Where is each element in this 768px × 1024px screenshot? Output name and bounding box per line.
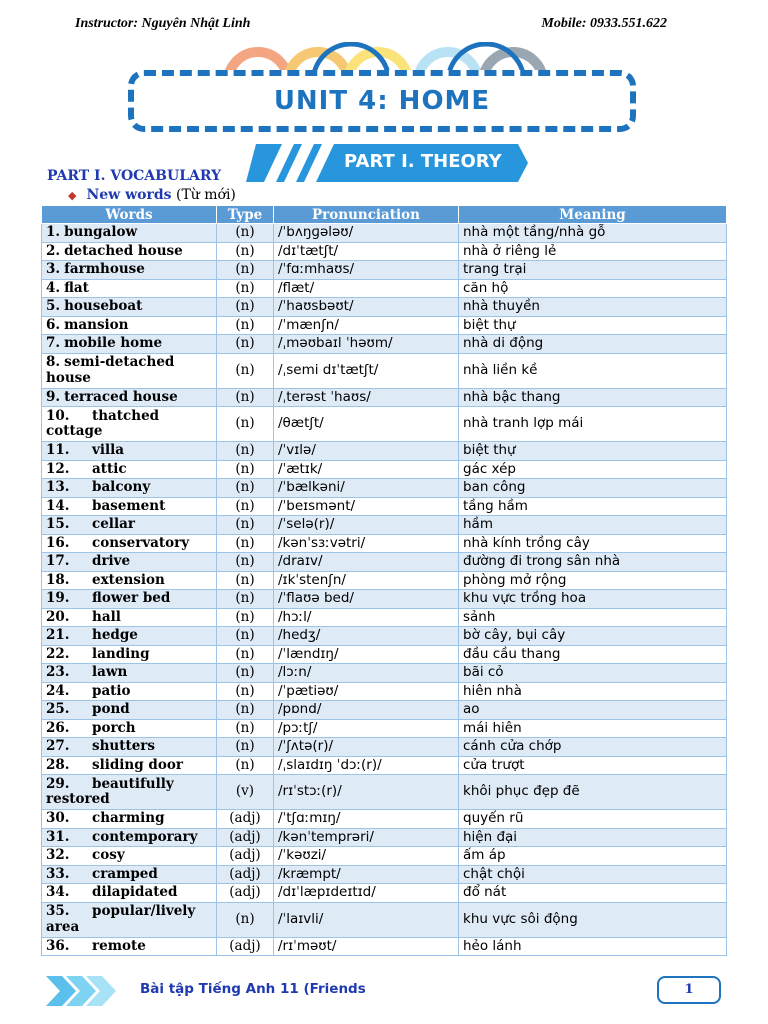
word-cell [42,353,217,388]
word-cell [42,645,217,664]
type-cell: (n) [217,460,274,479]
meaning-cell: đầu cầu thang [459,645,727,664]
word-cell [42,497,217,516]
word-text: mobile home [64,335,163,351]
unit-banner [128,70,636,132]
word-number: 5. [46,298,61,314]
meaning-cell: nhà kính trồng cây [459,534,727,553]
word-cell [42,534,217,553]
pronunciation-cell: /ˈlaɪvli/ [274,902,459,937]
header-pronunciation: Pronunciation [274,206,459,224]
pronunciation-cell: /ˈtʃɑːmɪŋ/ [274,810,459,829]
meaning-cell: gác xép [459,460,727,479]
word-number: 1. [46,224,61,240]
word-text: farmhouse [64,261,145,277]
type-cell: (n) [217,279,274,298]
pronunciation-cell: /kənˈtemprəri/ [274,828,459,847]
meaning-cell: mái hiên [459,719,727,738]
type-cell: (n) [217,316,274,335]
word-cell [42,388,217,407]
type-cell: (n) [217,902,274,937]
word-text: drive [92,553,131,569]
word-text: bungalow [64,224,138,240]
word-text: dilapidated [92,884,178,900]
word-cell [42,738,217,757]
meaning-cell: cánh cửa chớp [459,738,727,757]
word-cell [42,719,217,738]
meaning-cell: ao [459,701,727,720]
meaning-cell: hẻo lánh [459,937,727,956]
word-text: conservatory [92,534,190,551]
type-cell: (n) [217,534,274,553]
pronunciation-cell: /hɔːl/ [274,608,459,627]
new-words-heading [68,187,236,203]
table-row [42,261,727,280]
table-header-row [42,206,727,224]
word-cell [42,756,217,775]
word-text: sliding door [92,756,183,773]
table-row [42,645,727,664]
type-cell: (adj) [217,847,274,866]
pronunciation-cell: /flæt/ [274,279,459,298]
word-number: 31. [46,828,70,845]
word-number: 17. [46,553,70,569]
meaning-cell: khu vực trồng hoa [459,590,727,609]
table-row [42,316,727,335]
type-cell: (n) [217,701,274,720]
table-row [42,516,727,535]
table-row [42,664,727,683]
word-cell [42,242,217,261]
word-text: basement [92,497,166,514]
table-row [42,608,727,627]
word-text: beautifully restored [46,775,174,807]
word-number: 23. [46,664,70,680]
word-number: 13. [46,479,70,495]
meaning-cell: nhà tranh lợp mái [459,407,727,442]
word-number: 15. [46,516,70,532]
meaning-cell: nhà thuyền [459,298,727,317]
pronunciation-cell: /ˈfɑːmhaʊs/ [274,261,459,280]
meaning-cell: đường đi trong sân nhà [459,553,727,572]
type-cell: (n) [217,335,274,354]
word-cell [42,261,217,280]
table-row [42,701,727,720]
meaning-cell: hiên nhà [459,682,727,701]
word-number: 7. [46,335,61,351]
type-cell: (n) [217,590,274,609]
word-text: pond [92,701,130,717]
footer-title: Bài tập Tiếng Anh 11 (Friends [140,981,366,997]
meaning-cell: cửa trượt [459,756,727,775]
table-row [42,479,727,498]
word-cell [42,298,217,317]
word-number: 27. [46,738,70,754]
meaning-cell: phòng mở rộng [459,571,727,590]
type-cell: (n) [217,242,274,261]
pronunciation-cell: /ˈhaʊsbəʊt/ [274,298,459,317]
table-row [42,756,727,775]
pronunciation-cell: /pɒnd/ [274,701,459,720]
word-number: 24. [46,682,70,699]
word-number: 2. [46,242,61,259]
table-row [42,335,727,354]
word-text: hall [92,608,121,625]
meaning-cell: khôi phục đẹp đẽ [459,775,727,810]
pronunciation-cell: /draɪv/ [274,553,459,572]
meaning-cell: ban công [459,479,727,498]
word-cell [42,335,217,354]
meaning-cell: quyến rũ [459,810,727,829]
pronunciation-cell: /ˈbælkəni/ [274,479,459,498]
pronunciation-cell: /ˈvɪlə/ [274,442,459,461]
word-text: balcony [92,479,151,495]
type-cell: (n) [217,442,274,461]
pronunciation-cell: /rɪˈstɔː(r)/ [274,775,459,810]
word-number: 8. [46,354,61,370]
word-cell [42,828,217,847]
pronunciation-cell: /ˈætɪk/ [274,460,459,479]
word-number: 28. [46,756,70,773]
meaning-cell: đổ nát [459,884,727,903]
word-cell [42,224,217,243]
word-number: 33. [46,865,70,882]
word-text: villa [92,442,124,458]
meaning-cell: căn hộ [459,279,727,298]
word-cell [42,571,217,590]
mobile-label: Mobile: 0933.551.622 [541,16,667,31]
meaning-cell: trang trại [459,261,727,280]
word-number: 34. [46,884,70,900]
word-text: terraced house [64,388,178,405]
pronunciation-cell: /kənˈsɜːvətri/ [274,534,459,553]
word-text: thatched cottage [46,407,160,439]
meaning-cell: chật chội [459,865,727,884]
word-number: 26. [46,719,70,736]
table-row [42,738,727,757]
header-type: Type [217,206,274,224]
word-cell [42,516,217,535]
word-number: 16. [46,534,70,551]
table-row [42,682,727,701]
meaning-cell: sảnh [459,608,727,627]
table-row [42,937,727,956]
pronunciation-cell: /dɪˈlæpɪdeɪtɪd/ [274,884,459,903]
meaning-cell: ấm áp [459,847,727,866]
meaning-cell: nhà một tầng/nhà gỗ [459,224,727,243]
type-cell: (adj) [217,828,274,847]
table-row [42,865,727,884]
type-cell: (n) [217,388,274,407]
type-cell: (v) [217,775,274,810]
word-cell [42,902,217,937]
type-cell: (n) [217,756,274,775]
new-words-label: New words [86,187,172,203]
word-cell [42,407,217,442]
meaning-cell: tầng hầm [459,497,727,516]
word-number: 20. [46,608,70,625]
word-number: 35. [46,903,70,919]
word-number: 32. [46,847,70,863]
pronunciation-cell: /hedʒ/ [274,627,459,646]
word-text: houseboat [64,298,143,314]
pronunciation-cell: /kræmpt/ [274,865,459,884]
type-cell: (n) [217,298,274,317]
word-number: 12. [46,460,70,477]
table-row [42,460,727,479]
word-text: attic [92,460,127,477]
part-theory-label: PART I. THEORY [344,151,502,172]
table-row [42,353,727,388]
word-text: mansion [64,316,129,333]
pronunciation-cell: /lɔːn/ [274,664,459,683]
word-number: 3. [46,261,61,277]
word-cell [42,884,217,903]
table-row [42,571,727,590]
table-row [42,279,727,298]
pronunciation-cell: /θætʃt/ [274,407,459,442]
meaning-cell: hiện đại [459,828,727,847]
table-row [42,828,727,847]
word-text: extension [92,571,165,588]
word-cell [42,847,217,866]
word-text: popular/lively area [46,903,196,935]
pronunciation-cell: /ˈbʌŋɡələʊ/ [274,224,459,243]
word-cell [42,442,217,461]
table-row [42,719,727,738]
word-text: contemporary [92,828,198,845]
section-title: PART I. VOCABULARY [47,168,222,184]
word-text: hedge [92,627,138,643]
instructor-label: Instructor: Nguyên Nhật Linh [75,16,251,31]
word-text: semi-detached house [46,354,175,386]
type-cell: (n) [217,682,274,701]
word-text: charming [92,810,165,826]
word-cell [42,701,217,720]
table-row [42,224,727,243]
pronunciation-cell: /ˈflaʊə bed/ [274,590,459,609]
type-cell: (adj) [217,884,274,903]
type-cell: (n) [217,627,274,646]
word-number: 18. [46,571,70,588]
word-text: shutters [92,738,156,754]
word-number: 29. [46,775,70,792]
word-cell [42,316,217,335]
pronunciation-cell: /ˈlændɪŋ/ [274,645,459,664]
type-cell: (n) [217,516,274,535]
type-cell: (n) [217,479,274,498]
type-cell: (n) [217,497,274,516]
table-row [42,627,727,646]
diamond-bullet-icon: ◆ [68,189,77,202]
type-cell: (n) [217,553,274,572]
word-text: cellar [92,516,135,532]
table-row [42,553,727,572]
word-text: detached house [64,242,183,259]
type-cell: (n) [217,719,274,738]
word-number: 22. [46,645,70,662]
word-text: patio [92,682,131,699]
type-cell: (n) [217,738,274,757]
type-cell: (adj) [217,865,274,884]
type-cell: (adj) [217,810,274,829]
pronunciation-cell: /ˈkəʊzi/ [274,847,459,866]
word-text: flower bed [92,590,171,606]
word-cell [42,865,217,884]
pronunciation-cell: /dɪˈtætʃt/ [274,242,459,261]
pronunciation-cell: /ˌsemi dɪˈtætʃt/ [274,353,459,388]
word-cell [42,590,217,609]
table-row [42,442,727,461]
word-text: lawn [92,664,128,680]
pronunciation-cell: /ˈselə(r)/ [274,516,459,535]
pronunciation-cell: /ˈbeɪsmənt/ [274,497,459,516]
meaning-cell: nhà bậc thang [459,388,727,407]
table-row [42,407,727,442]
page-number: 1 [657,976,721,1004]
table-row [42,847,727,866]
table-row [42,590,727,609]
pronunciation-cell: /ˈmænʃn/ [274,316,459,335]
pronunciation-cell: /ˈʃʌtə(r)/ [274,738,459,757]
type-cell: (n) [217,353,274,388]
table-row [42,497,727,516]
meaning-cell: bãi cỏ [459,664,727,683]
table-row [42,388,727,407]
word-number: 9. [46,388,61,405]
word-cell [42,479,217,498]
word-number: 6. [46,316,61,333]
table-row [42,810,727,829]
word-number: 36. [46,937,70,954]
pronunciation-cell: /rɪˈməʊt/ [274,937,459,956]
meaning-cell: nhà ở riêng lẻ [459,242,727,261]
pronunciation-cell: /ˈpætiəʊ/ [274,682,459,701]
pronunciation-cell: /ˌterəst ˈhaʊs/ [274,388,459,407]
meaning-cell: bờ cây, bụi cây [459,627,727,646]
table-row [42,902,727,937]
type-cell: (n) [217,407,274,442]
word-number: 19. [46,590,70,606]
word-cell [42,937,217,956]
word-text: porch [92,719,136,736]
type-cell: (n) [217,645,274,664]
word-number: 10. [46,407,70,424]
word-number: 25. [46,701,70,717]
table-row [42,534,727,553]
table-row [42,298,727,317]
word-number: 4. [46,279,61,296]
word-text: landing [92,645,150,662]
table-row [42,884,727,903]
type-cell: (n) [217,224,274,243]
meaning-cell: biệt thự [459,442,727,461]
header-meaning: Meaning [459,206,727,224]
word-cell [42,627,217,646]
word-number: 21. [46,627,70,643]
new-words-vi-label: (Từ mới) [175,187,236,203]
vocabulary-table [41,205,727,956]
type-cell: (n) [217,571,274,590]
table-body [42,224,727,956]
table-row [42,242,727,261]
type-cell: (adj) [217,937,274,956]
unit-title: UNIT 4: HOME [273,86,491,116]
footer-chevrons-icon [46,976,116,1006]
meaning-cell: khu vực sôi động [459,902,727,937]
word-number: 11. [46,442,70,458]
word-text: flat [64,279,89,296]
word-cell [42,460,217,479]
word-text: remote [92,937,146,954]
table-row [42,775,727,810]
word-text: cosy [92,847,125,863]
pronunciation-cell: /ˌslaɪdɪŋ ˈdɔː(r)/ [274,756,459,775]
pronunciation-cell: /ˌməʊbaɪl ˈhəʊm/ [274,335,459,354]
pronunciation-cell: /ɪkˈstenʃn/ [274,571,459,590]
word-cell [42,608,217,627]
word-cell [42,810,217,829]
header-words: Words [42,206,217,224]
word-number: 30. [46,810,70,826]
word-cell [42,682,217,701]
word-cell [42,664,217,683]
word-cell [42,553,217,572]
word-cell [42,775,217,810]
meaning-cell: biệt thự [459,316,727,335]
word-cell [42,279,217,298]
type-cell: (n) [217,261,274,280]
meaning-cell: hầm [459,516,727,535]
word-text: cramped [92,865,158,882]
type-cell: (n) [217,608,274,627]
word-number: 14. [46,497,70,514]
meaning-cell: nhà di động [459,335,727,354]
type-cell: (n) [217,664,274,683]
meaning-cell: nhà liền kề [459,353,727,388]
pronunciation-cell: /pɔːtʃ/ [274,719,459,738]
